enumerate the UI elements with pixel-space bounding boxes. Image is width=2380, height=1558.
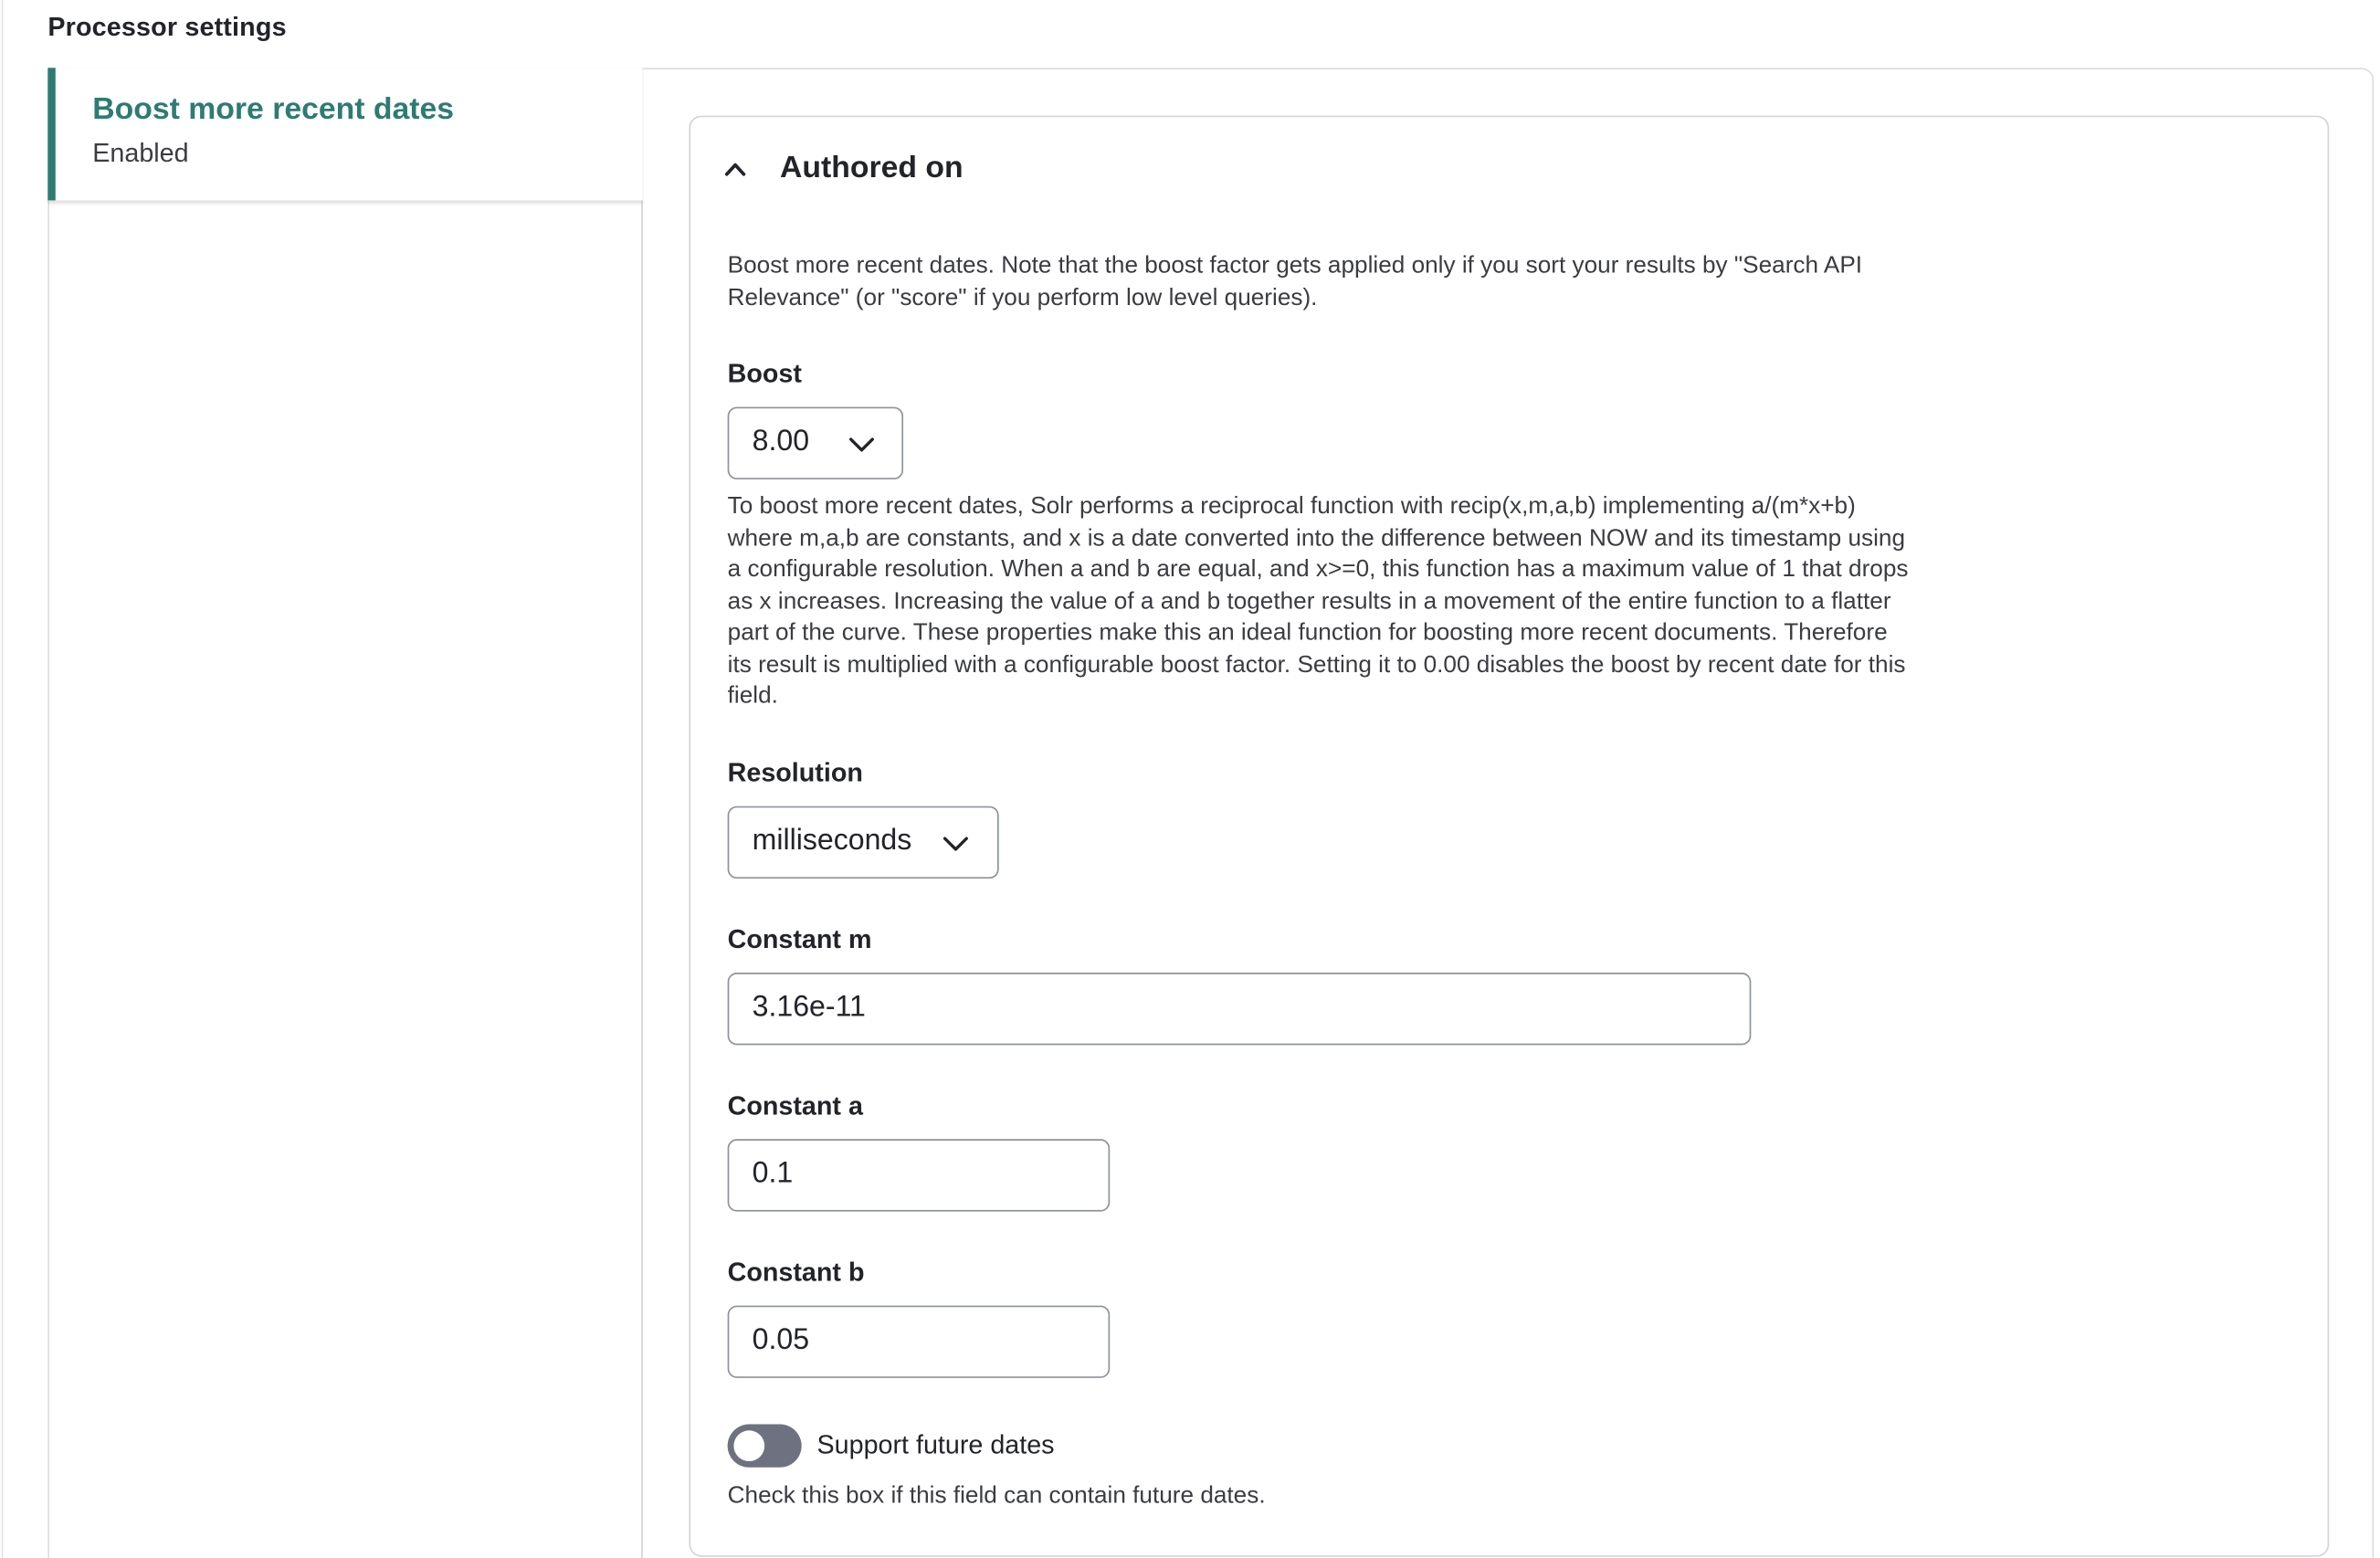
support-future-dates-hint: Check this box if this field can contain future dates. [727,1482,1266,1510]
resolution-label: Resolution [727,758,863,788]
details-description: Boost more recent dates. Note that the boost factor gets applied only if you sort your results by "Search API Relevance" (or "score" if you perform low level queries). [727,252,1863,311]
toggle-knob [733,1430,764,1461]
resolution-select[interactable] [728,806,999,879]
section-title: Processor settings [47,12,287,42]
vertical-tab-summary: Enabled [92,138,189,168]
boost-label: Boost [727,359,802,389]
constant-b-field[interactable] [728,1306,1111,1378]
chevron-up-icon [724,159,746,181]
constant-m-field[interactable] [728,973,1752,1045]
vertical-tabs-menu [47,68,642,1558]
constant-a-label: Constant a [727,1090,863,1121]
boost-select[interactable] [728,407,903,479]
details-authored-on [689,116,2329,1557]
support-future-dates-label[interactable]: Support future dates [816,1430,1055,1460]
constant-m-label: Constant m [727,924,872,954]
constant-a-field[interactable] [728,1139,1111,1211]
details-toggle[interactable] [690,117,2327,222]
boost-help-text: To boost more recent dates, Solr performs a reciprocal function with recip(x,m,a,b) implementing a/(m*x+b) where m,a,b are constants, and x is a date converted into the difference between NOW and its timestamp using a configurable resolution. When a and b are equal, and x>=0, this function has a maximum value of 1 that drops as x increases. Increasing the value of a and b together results in a movement of the entire function to a flatter part of the curve. These properties make this an ideal function for boosting more recent documents. Therefore its result is multiplied with a configurable boost factor. Setting it to 0.00 disables the boost by recent date for this field. [727,493,1909,710]
constant-b-value: 0.05 [752,1323,810,1357]
constant-b-label: Constant b [727,1258,865,1288]
chevron-down-icon [942,832,969,854]
constant-m-value: 3.16e-11 [752,991,866,1024]
vertical-tab-boost-recent-dates[interactable] [47,68,642,200]
details-title: Authored on [780,151,964,185]
page-edge-divider [2,0,4,1558]
constant-a-value: 0.1 [752,1157,794,1190]
support-future-dates-toggle[interactable] [728,1425,802,1468]
boost-select-value: 8.00 [752,425,810,458]
vertical-tab-title: Boost more recent dates [92,92,455,127]
chevron-down-icon [848,433,875,455]
resolution-select-value: milliseconds [752,824,912,858]
